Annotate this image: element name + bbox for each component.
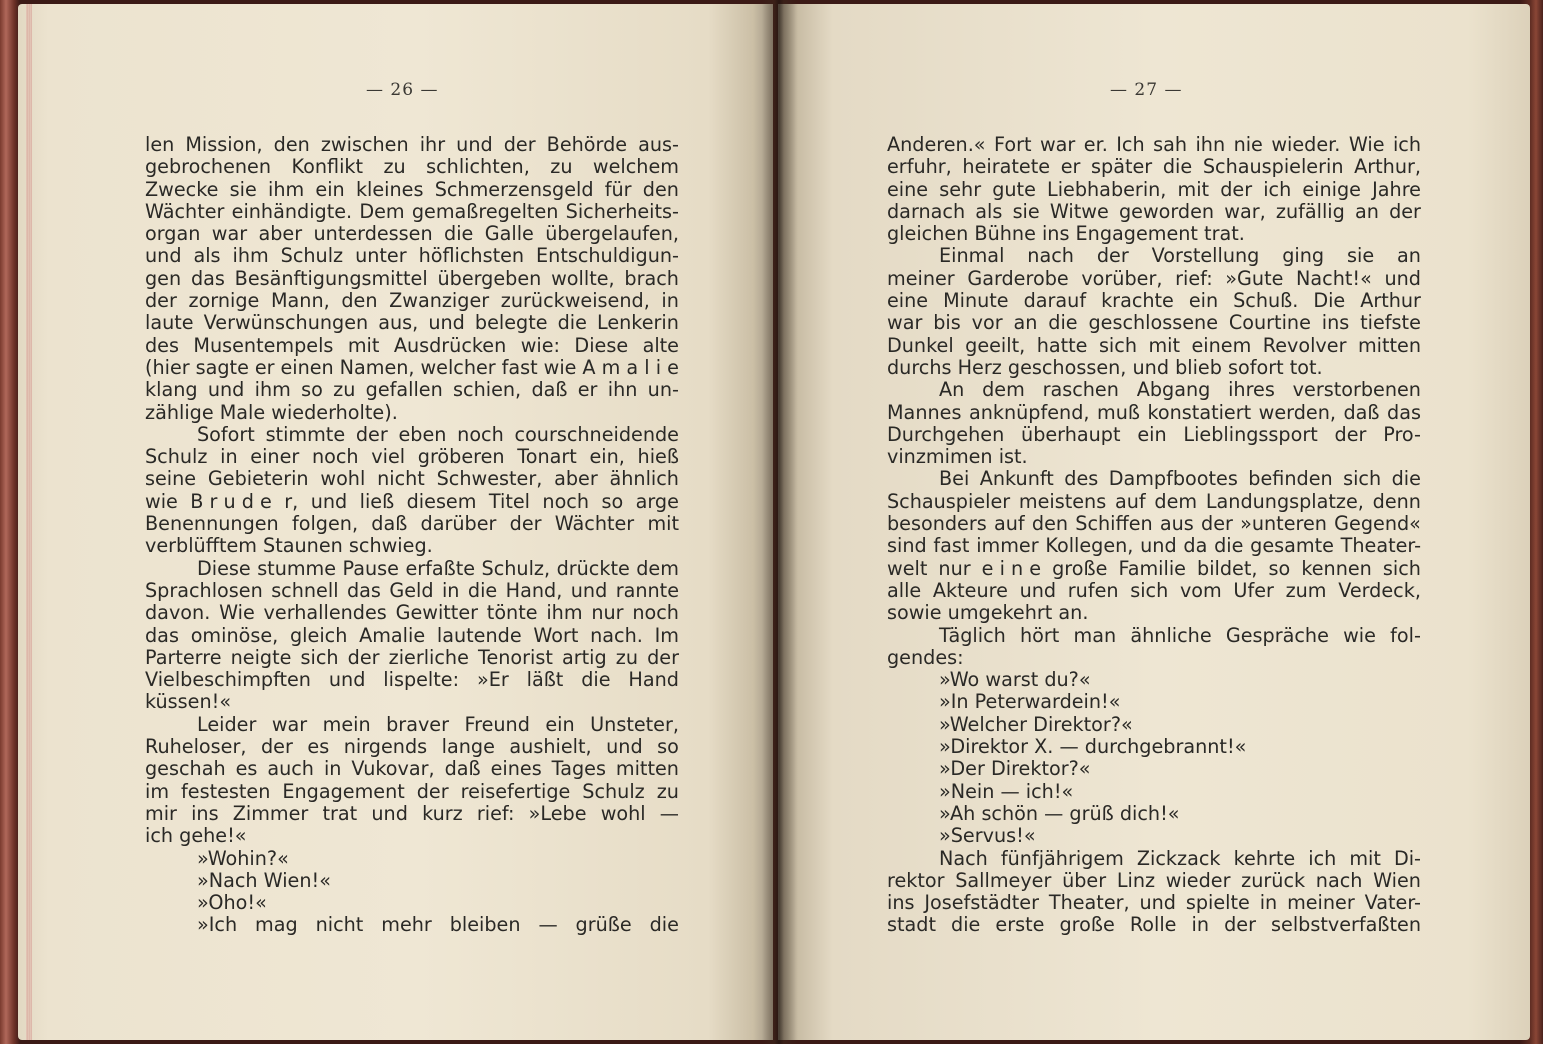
text-line: Einmal nach der Vorstellung ging sie an (939, 244, 1421, 268)
text-line: Durchgehen überhaupt ein Lieblingssport der Pro- (887, 422, 1421, 446)
text-line: Ruheloser, der es nirgends lange aushielt, und so (145, 735, 679, 759)
text-line: klang und ihm so zu gefallen schien, daß er ihn un- (145, 378, 679, 402)
text-line: »Der Direktor?« (939, 757, 1091, 781)
text-line: seine Gebieterin wohl nicht Schwester, aber ähnlich (145, 467, 679, 491)
text-line: geschah es auch in Vukovar, daß eines Tages mitten (145, 757, 679, 781)
text-line: »Nein — ich!« (939, 779, 1074, 803)
right-page-text (887, 134, 1421, 937)
text-line: (hier sagte er einen Namen, welcher fast wie A m a l i e (145, 355, 679, 379)
text-line: laute Verwünschungen aus, und belegte die Lenkerin (145, 311, 679, 335)
text-line: »Oho!« (197, 891, 267, 915)
text-line: Anderen.« Fort war er. Ich sah ihn nie wieder. Wie ich (887, 133, 1421, 156)
text-line: »Servus!« (939, 824, 1036, 848)
text-line: stadt die erste große Rolle in der selbstverfaßten (887, 913, 1421, 937)
text-line: Leider war mein braver Freund ein Unsteter, (197, 712, 679, 736)
text-line: sind fast immer Kollegen, und da die gesamte Theater- (887, 534, 1421, 558)
text-line: gleichen Bühne ins Engagement trat. (887, 222, 1245, 246)
text-line: gebrochenen Konflikt zu schlichten, zu welchem (145, 155, 679, 179)
text-line: »Wohin?« (197, 846, 289, 870)
text-line: ins Josefstädter Theater, und spielte in meiner Vater- (887, 891, 1421, 915)
text-line: Zwecke sie ihm ein kleines Schmerzensgeld für den (145, 177, 679, 201)
text-line: rektor Sallmeyer über Linz wieder zurück nach Wien (887, 868, 1421, 892)
text-line: Parterre neigte sich der zierliche Tenorist artig zu der (145, 645, 679, 669)
book-gutter (762, 0, 798, 1044)
text-line: Sprachlosen schnell das Geld in die Hand, und rannte (145, 578, 679, 602)
text-line: wie B r u d e r, und ließ diesem Titel noch so arge (145, 489, 679, 513)
text-line: Dunkel geeilt, hatte sich mit einem Revolver mitten (887, 333, 1421, 357)
page-edge (26, 4, 32, 1040)
text-line: Benennungen folgen, daß darüber der Wächter mit (145, 512, 679, 536)
text-line: mir ins Zimmer trat und kurz rief: »Lebe wohl — (145, 801, 679, 825)
text-line: Täglich hört man ähnliche Gespräche wie fol- (939, 623, 1421, 647)
text-line: alle Akteure und rufen sich vom Ufer zum Verdeck, (887, 578, 1421, 602)
text-line: küssen!« (145, 690, 232, 714)
text-line: verblüfftem Staunen schwieg. (145, 534, 433, 558)
text-line: sowie umgekehrt an. (887, 601, 1089, 625)
text-line: »In Peterwardein!« (939, 690, 1121, 714)
text-line: Mannes anknüpfend, muß konstatiert werden, daß das (887, 400, 1421, 424)
text-line: des Musentempels mit Ausdrücken wie: Diese alte (145, 333, 679, 357)
text-line: erfuhr, heiratete er später die Schauspielerin Arthur, (887, 155, 1421, 179)
text-line: Schulz in einer noch viel gröberen Tonart ein, hieß (145, 445, 679, 469)
text-line: »Nach Wien!« (197, 868, 331, 892)
text-line: Bei Ankunft des Dampfbootes befinden sich die (939, 467, 1421, 491)
text-line: darnach als sie Witwe geworden war, zufällig an der (887, 199, 1421, 223)
text-line: Wächter einhändigte. Dem gemaßregelten Sicherheits- (145, 199, 679, 223)
text-line: Nach fünfjährigem Zickzack kehrte ich mit Di- (939, 846, 1421, 870)
right-page (778, 4, 1530, 1040)
text-line: Vielbeschimpften und lispelte: »Er läßt die Hand (145, 668, 679, 692)
text-line: »Ah schön — grüß dich!« (939, 801, 1180, 825)
text-line: »Ich mag nicht mehr bleiben — grüße die (197, 913, 679, 937)
left-page-text (145, 134, 679, 937)
text-line: len Mission, den zwischen ihr und der Behörde aus- (145, 133, 679, 156)
text-line: »Direktor X. — durchgebrannt!« (939, 735, 1247, 759)
text-line: »Wo warst du?« (939, 668, 1091, 692)
text-line: organ war aber unterdessen die Galle übergelaufen, (145, 222, 679, 246)
text-line: Schauspieler meistens auf dem Landungsplatze, denn (887, 489, 1421, 513)
text-line: durchs Herz geschossen, und blieb sofort tot. (887, 355, 1323, 379)
text-line: Diese stumme Pause erfaßte Schulz, drückte dem (197, 556, 679, 580)
text-line: zählige Male wiederholte). (145, 400, 398, 424)
text-line: meiner Garderobe vorüber, rief: »Gute Nacht!« und (887, 266, 1421, 290)
text-line: gen das Besänftigungsmittel übergeben wollte, brach (145, 266, 679, 290)
text-line: und als ihm Schulz unter höflichsten Entschuldigun- (145, 244, 679, 268)
text-line: vinzmimen ist. (887, 445, 1028, 469)
text-line: welt nur e i n e große Familie bildet, so kennen sich (887, 556, 1421, 580)
page-number-right: — 27 — (1110, 80, 1183, 100)
text-line: »Welcher Direktor?« (939, 712, 1133, 736)
page-number-left: — 26 — (366, 80, 439, 100)
text-line: davon. Wie verhallendes Gewitter tönte ihm nur noch (145, 601, 679, 625)
text-line: im festesten Engagement der reisefertige Schulz zu (145, 779, 679, 803)
text-line: eine sehr gute Liebhaberin, mit der ich einige Jahre (887, 177, 1421, 201)
text-line: war bis vor an die geschlossene Courtine ins tiefste (887, 311, 1421, 335)
left-page (18, 4, 773, 1040)
text-line: eine Minute darauf krachte ein Schuß. Die Arthur (887, 289, 1421, 313)
text-line: Sofort stimmte der eben noch courschneidende (197, 422, 679, 446)
text-line: gendes: (887, 645, 964, 669)
text-line: besonders auf den Schiffen aus der »unteren Gegend« (887, 512, 1421, 536)
text-line: ich gehe!« (145, 824, 247, 848)
text-line: An dem raschen Abgang ihres verstorbenen (939, 378, 1421, 402)
text-line: der zornige Mann, den Zwanziger zurückweisend, in (145, 289, 679, 313)
text-line: das ominöse, gleich Amalie lautende Wort nach. Im (145, 623, 679, 647)
